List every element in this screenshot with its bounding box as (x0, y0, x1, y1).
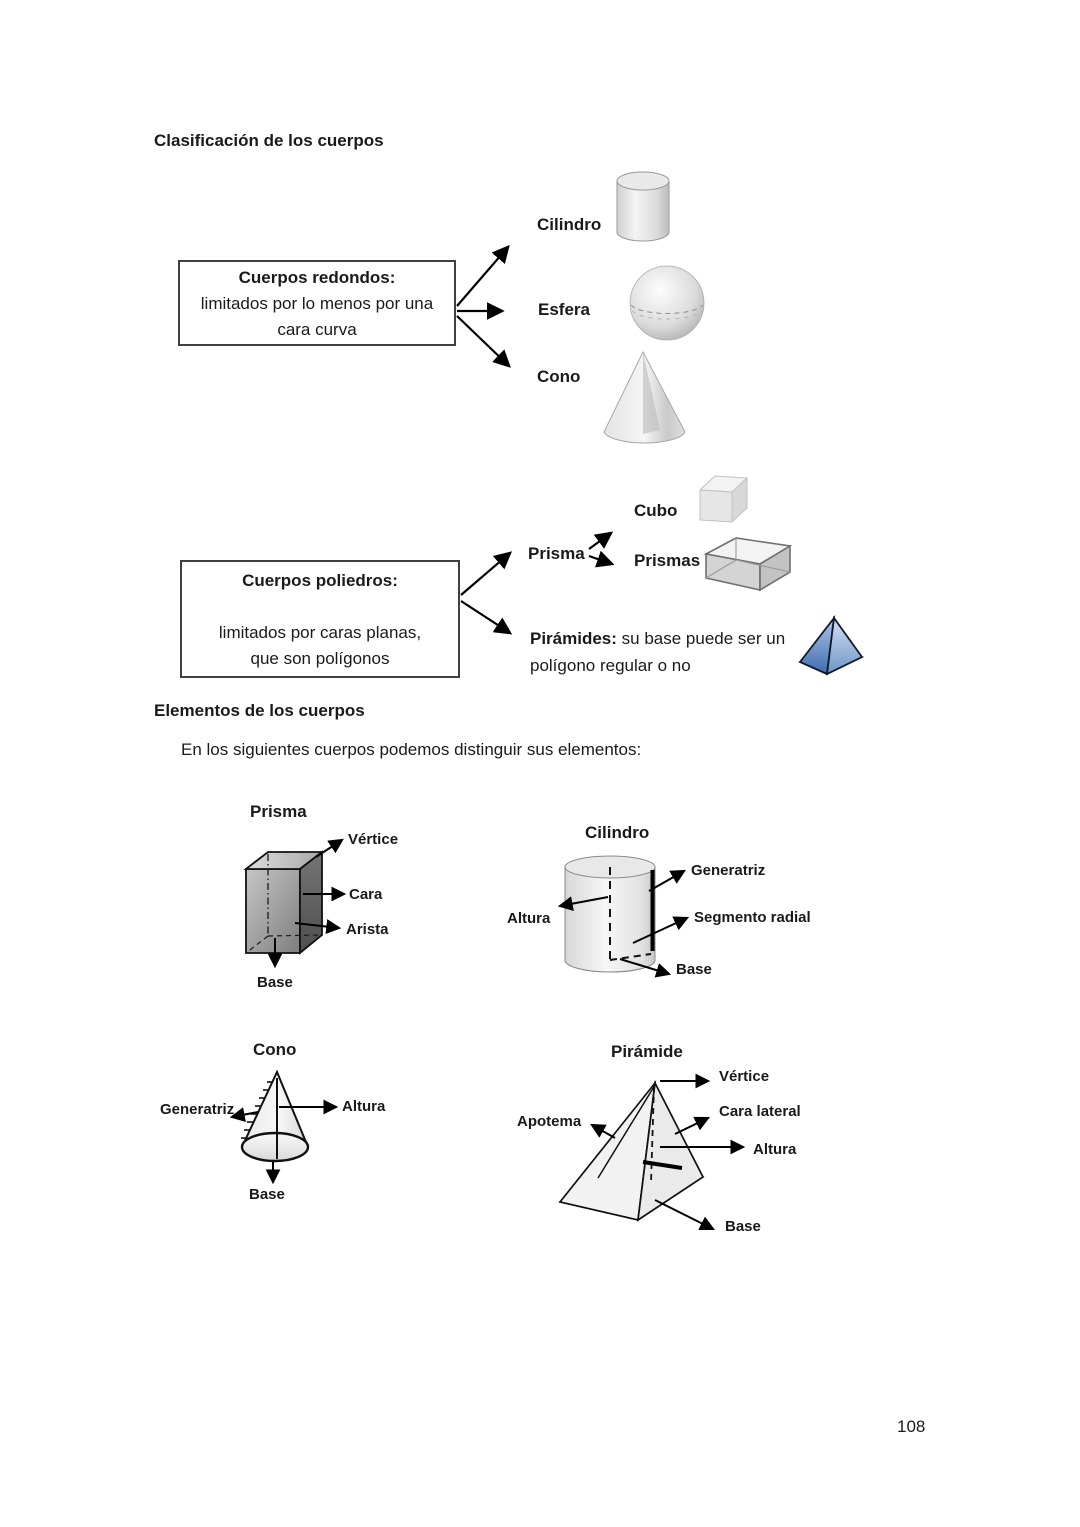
cone-elements-figure (140, 1035, 440, 1210)
sphere-illustration (628, 262, 706, 346)
cylinder-label: Cilindro (537, 215, 602, 234)
blue-pyramid-illustration (796, 614, 866, 678)
round-bodies-box (178, 260, 456, 346)
prism-elements-figure (180, 795, 450, 1000)
cube-illustration (690, 468, 756, 528)
pyramid-base-label: Base (725, 1218, 761, 1235)
rectangular-prism-illustration (702, 532, 794, 596)
cylinder-base-label: Base (676, 961, 712, 978)
elements-title: Elementos de los cuerpos (154, 701, 365, 720)
polyhedra-box-title: Cuerpos poliedros: (242, 571, 398, 590)
prisms-label: Prismas (634, 551, 701, 570)
pyramid-diagram-title: Pirámide (611, 1042, 683, 1061)
pyramid-apothem-label: Apotema (517, 1113, 582, 1130)
prism-face-label: Cara (349, 886, 383, 903)
cone-generatrix-label: Generatriz (160, 1101, 235, 1118)
pyramid-height-label: Altura (753, 1141, 797, 1158)
pyramids-description (530, 625, 812, 679)
polyhedra-box (180, 560, 460, 678)
prism-elements-diagram (180, 795, 450, 1000)
polyhedra-box-line2: que son polígonos (250, 649, 390, 668)
cylinder-radial-segment-label: Segmento radial (694, 909, 811, 926)
cylinder-illustration (615, 170, 671, 246)
sphere-label: Esfera (538, 300, 590, 319)
cylinder-elements-figure (480, 815, 825, 1000)
cylinder-elements-diagram (480, 815, 825, 1000)
polyhedra-box-line1: limitados por caras planas, (218, 623, 422, 642)
cone-illustration (598, 348, 688, 448)
prism-base-label: Base (257, 974, 293, 991)
round-bodies-box-title: Cuerpos redondos: (238, 268, 396, 287)
prism-diagram-title: Prisma (250, 802, 307, 821)
elements-intro: En los siguientes cuerpos podemos distinguir sus elementos: (181, 740, 642, 759)
cone-height-label: Altura (342, 1098, 386, 1115)
pyramid-vertex-label: Vértice (719, 1068, 770, 1085)
classification-title: Clasificación de los cuerpos (154, 131, 384, 150)
cone-elements-diagram (140, 1035, 440, 1210)
cone-base-label: Base (249, 1186, 285, 1203)
cylinder-height-label: Altura (507, 910, 551, 927)
cube-label: Cubo (634, 501, 678, 520)
cone-label: Cono (537, 367, 581, 386)
prism-edge-label: Arista (346, 921, 389, 938)
pyramid-lateral-face-label: Cara lateral (719, 1103, 801, 1120)
round-bodies-box-line2: cara curva (277, 320, 357, 339)
round-bodies-box-line1: limitados por lo menos por una (200, 294, 434, 313)
cone-diagram-title: Cono (253, 1040, 297, 1059)
cylinder-generatrix-label: Generatriz (691, 862, 766, 879)
cylinder-diagram-title: Cilindro (585, 823, 650, 842)
page-number: 108 (897, 1417, 926, 1436)
pyramids-description-rest: su base puede ser un polígono regular o no (530, 629, 786, 675)
prism-vertex-label: Vértice (348, 831, 399, 848)
pyramid-elements-diagram (470, 1035, 840, 1255)
pyramids-description-bold: Pirámides: (530, 629, 617, 648)
prism-branch-label: Prisma (528, 544, 585, 563)
